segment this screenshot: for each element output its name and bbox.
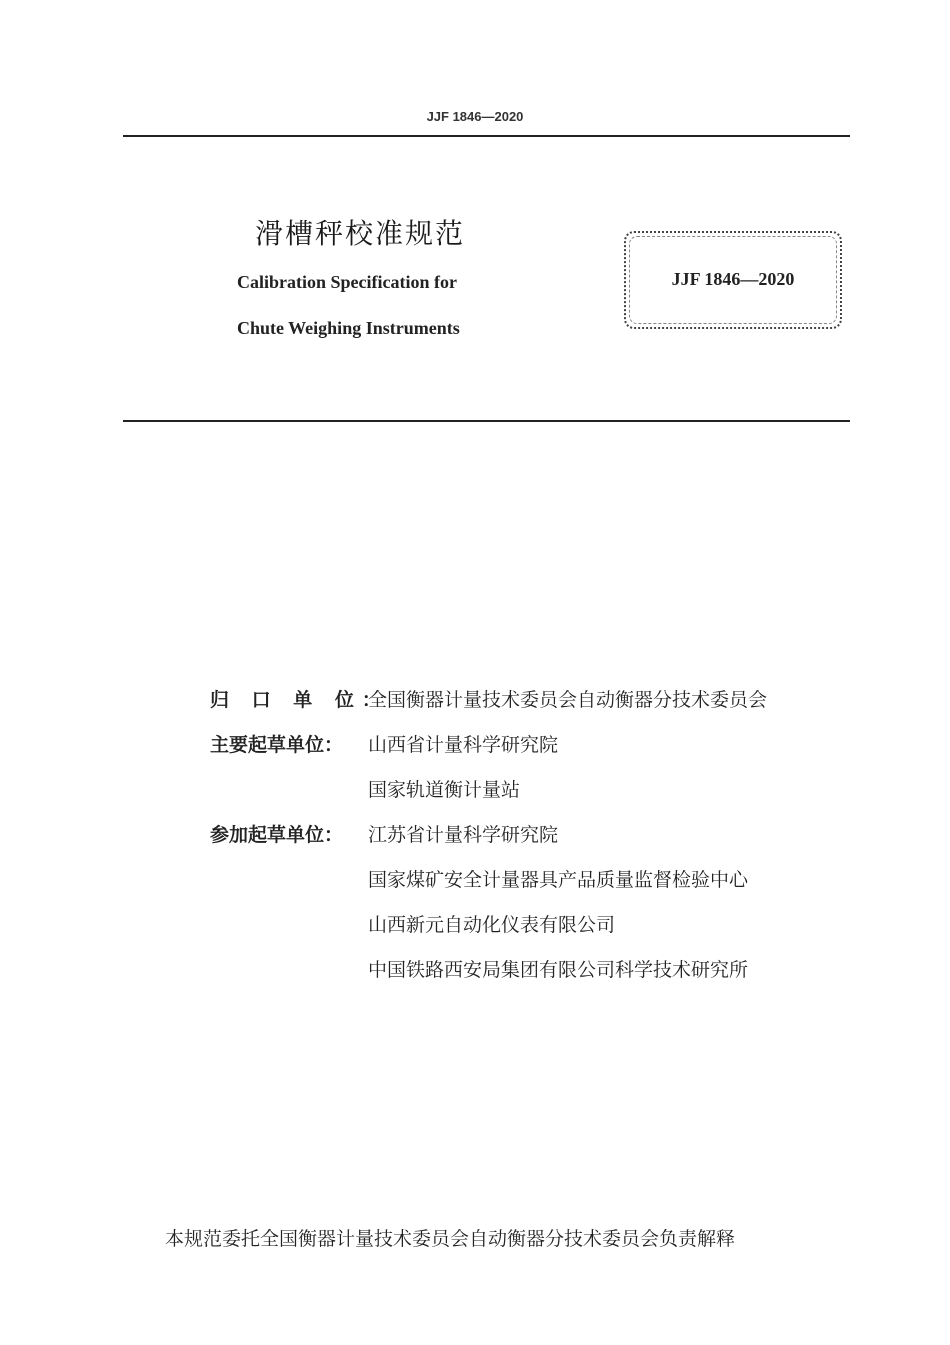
org-row [210,901,767,946]
title-english-line-1: Calibration Specification for [237,272,457,292]
org-row [210,946,767,991]
top-rule [123,135,850,137]
header-code: JJF 1846—2020 [426,109,524,124]
title-chinese: 滑槽秤校准规范 [255,217,466,250]
org-label: 归 口 单 位： [210,689,389,711]
org-row [210,811,767,856]
org-value: 国家煤矿安全计量器具产品质量监督检验中心 [368,869,749,891]
org-value: 江苏省计量科学研究院 [368,824,559,846]
title-english-line-2: Chute Weighing Instruments [237,318,460,338]
org-value: 山西新元自动化仪表有限公司 [368,914,616,936]
org-value: 中国铁路西安局集团有限公司科学技术研究所 [368,959,749,981]
org-value: 全国衡器计量技术委员会自动衡器分技术委员会 [368,689,768,711]
code-box-text: JJF 1846—2020 [671,269,795,289]
org-label: 参加起草单位： [210,824,344,846]
org-row [210,766,767,811]
org-label: 主要起草单位： [210,734,344,756]
org-row [210,856,767,901]
code-box [624,231,842,329]
org-row [210,721,767,766]
organization-list [210,676,767,991]
footer-note: 本规范委托全国衡器计量技术委员会自动衡器分技术委员会负责解释 [165,1228,736,1250]
org-row [210,676,767,721]
org-value: 山西省计量科学研究院 [368,734,559,756]
org-value: 国家轨道衡计量站 [368,779,521,801]
bottom-rule [123,420,850,422]
